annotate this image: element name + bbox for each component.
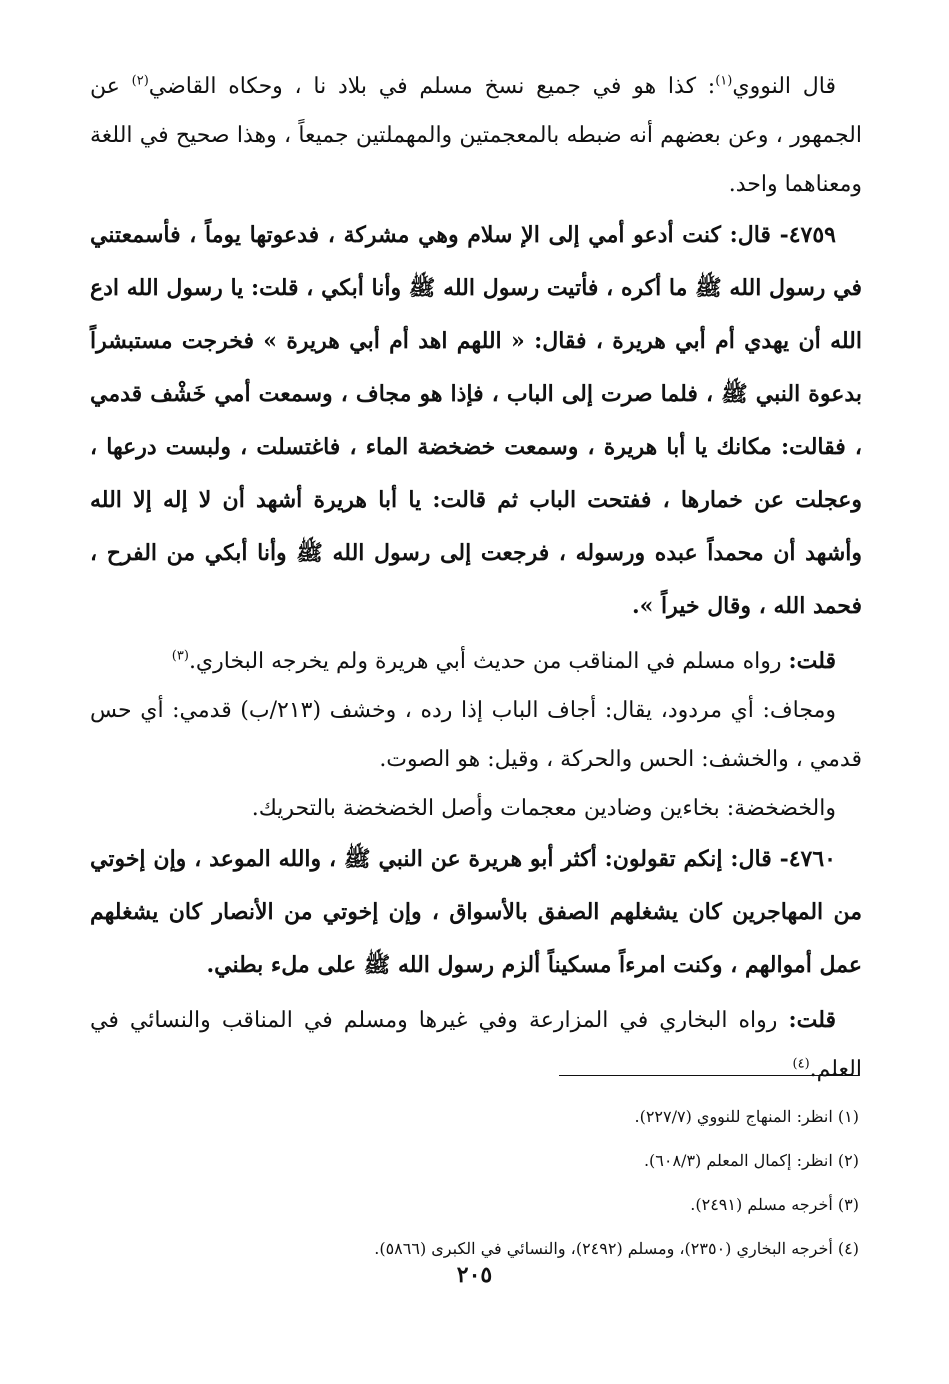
intro-text-2: : كذا هو في جميع نسخ مسلم في بلاد نا ، وحكاه القاضي	[148, 74, 716, 99]
hadith-4760: ٤٧٦٠- قال: إنكم تقولون: أكثر أبو هريرة عن النبي ﷺ ، والله الموعد ، وإن إخوتي من المهاجرين كان يشغلهم الصفق بالأسواق ، وإن إخوتي من الأنصار كان يشغلهم عمل أموالهم ، وكنت امرءاً مسكيناً ألزم رسول الله ﷺ على ملء بطني.	[90, 846, 862, 978]
intro-text-1: قال النووي	[732, 74, 836, 99]
explanation-1: ومجاف: أي مردود، يقال: أجاف الباب إذا رده ، وخشف (٢١٣/ب) قدمي: أي حس قدمي ، والخشف: الحس والحركة ، وقيل: هو الصوت.	[90, 698, 862, 772]
explanation-2: والخضخضة: بخاءين وضادين معجمات وأصل الخضخضة بالتحريك.	[251, 796, 836, 821]
hadith-4759: ٤٧٥٩- قال: كنت أدعو أمي إلى الإ سلام وهي مشركة ، فدعوتها يوماً ، فأسمعتني في رسول الله ﷺ ما أكره ، فأتيت رسول الله ﷺ وأنا أبكي ، قلت: يا رسول الله ادع الله أن يهدي أم أبي هريرة ، فقال: « اللهم اهد أم أبي هريرة » فخرجت مستبشراً بدعوة النبي ﷺ ، فلما صرت إلى الباب ، فإذا هو مجاف ، وسمعت أمي خَشْف قدمي ، فقالت: مكانك يا أبا هريرة ، وسمعت خضخضة الماء ، فاغتسلت ، ولبست درعها ، وعجلت عن خمارها ، ففتحت الباب ثم قالت: يا أبا هريرة أشهد أن لا إله إلا الله وأشهد أن محمداً عبده ورسوله ، فرجعت إلى رسول الله ﷺ وأنا أبكي من الفرح ، فحمد الله ، وقال خيراً ».	[90, 222, 863, 619]
page-body	[90, 62, 862, 1094]
footnotes	[87, 1095, 859, 1271]
footnote-1: (١) انظر: المنهاج للنووي (٢٢٧/٧).	[634, 1107, 859, 1126]
footnote-4: (٤) أخرجه البخاري (٢٣٥٠)، ومسلم (٢٤٩٢)، والنسائي في الكبرى (٥٨٦٦).	[374, 1239, 859, 1258]
note-text-2: رواه البخاري في المزارعة وفي غيرها ومسلم في المناقب والنسائي في العلم.	[90, 1008, 862, 1082]
footnote-3: (٣) أخرجه مسلم (٢٤٩١).	[690, 1195, 859, 1214]
note-label-2: قلت:	[788, 1007, 836, 1033]
page-number: ٢٠٥	[456, 1262, 493, 1288]
intro-paragraph	[90, 62, 862, 209]
footnote-2: (٢) انظر: إكمال المعلم (٦٠٨/٣).	[643, 1151, 859, 1170]
footnote-ref-3: (٣)	[171, 648, 189, 664]
note-label-1: قلت:	[788, 648, 836, 674]
footnote-ref-4: (٤)	[792, 1056, 810, 1072]
note-paragraph-2	[90, 996, 862, 1094]
intro-text-3: عن الجمهور ، وعن بعضهم أنه ضبطه بالمعجمتين والمهملتين جميعاً ، وهذا صحيح في اللغة ومعناهما واحد.	[90, 74, 862, 197]
note-paragraph-1	[90, 637, 862, 686]
note-text-1: رواه مسلم في المناقب من حديث أبي هريرة ولم يخرجه البخاري.	[188, 649, 789, 674]
footnote-ref-1: (١)	[715, 73, 733, 89]
footnote-ref-2: (٢)	[131, 73, 149, 89]
footnote-separator	[559, 1075, 859, 1076]
